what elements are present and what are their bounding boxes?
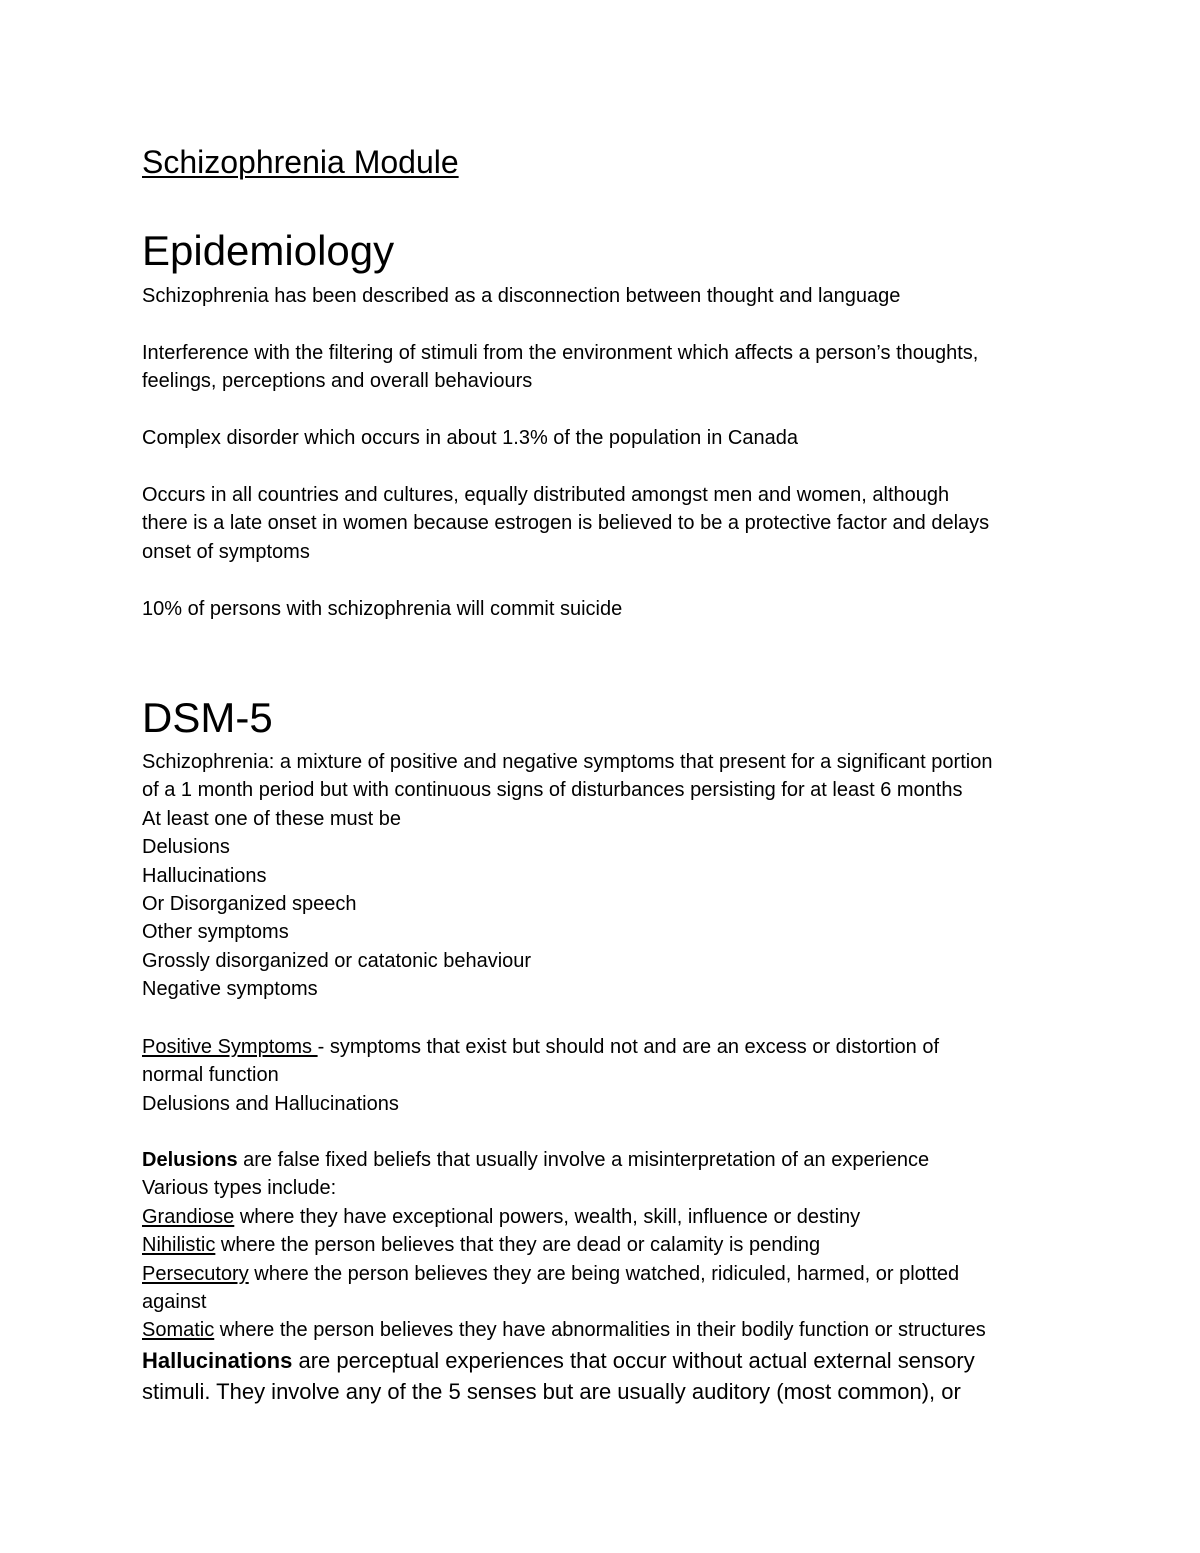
text-line: Schizophrenia has been described as a disconnection between thought and language: [142, 285, 901, 307]
delusions-paragraph: [142, 1146, 1072, 1345]
delusions-term: Delusions: [142, 1149, 238, 1171]
epidemiology-paragraph-1: [142, 282, 1072, 310]
delusion-type-description: where the person believes they have abnormalities in their bodily function or structures: [214, 1319, 986, 1342]
hallucinations-term: Hallucinations: [142, 1348, 293, 1373]
delusion-type-item: [142, 1260, 1072, 1288]
positive-symptoms-description: - symptoms that exist but should not and are an excess or distortion of: [317, 1036, 940, 1058]
delusion-type-item: [142, 1316, 1072, 1344]
text-line: Schizophrenia: a mixture of positive and negative symptoms that present for a significant portion: [142, 751, 993, 773]
delusion-type-term: Persecutory: [142, 1262, 249, 1285]
text-line: of a 1 month period but with continuous signs of disturbances persisting for at least 6 months: [142, 779, 963, 802]
dsm5-definition: [142, 748, 1072, 1004]
delusion-type-description: where they have exceptional powers, wealth, skill, influence or destiny: [234, 1205, 861, 1228]
delusions-description: are false fixed beliefs that usually involve a misinterpretation of an experience: [237, 1149, 930, 1171]
text-line: there is a late onset in women because estrogen is believed to be a protective factor and delays: [142, 512, 990, 535]
delusion-type-description: where the person believes they are being watched, ridiculed, harmed, or plotted: [248, 1262, 960, 1285]
text-line: onset of symptoms: [142, 540, 310, 563]
list-item: Other symptoms: [142, 921, 289, 944]
text-line: Complex disorder which occurs in about 1.3% of the population in Canada: [142, 427, 798, 449]
delusion-type-item: [142, 1203, 1072, 1231]
positive-symptoms-paragraph: [142, 1033, 1072, 1118]
epidemiology-paragraph-2: [142, 339, 1072, 396]
text-line: Delusions and Hallucinations: [142, 1092, 399, 1115]
epidemiology-paragraph-3: [142, 424, 1072, 452]
list-item: Or Disorganized speech: [142, 892, 357, 915]
text-line: [142, 1346, 1072, 1377]
dsm5-heading: DSM-5: [142, 694, 273, 741]
text-line: stimuli. They involve any of the 5 senses but are usually auditory (most common), or: [142, 1378, 961, 1404]
list-item: Grossly disorganized or catatonic behaviour: [142, 949, 532, 972]
list-item: Delusions: [142, 836, 230, 859]
document-title: Schizophrenia Module: [142, 144, 459, 180]
list-item: Negative symptoms: [142, 978, 318, 1001]
text-line: normal function: [142, 1064, 279, 1087]
positive-symptoms-term: Positive Symptoms: [142, 1036, 318, 1058]
delusion-type-term: Grandiose: [142, 1205, 235, 1228]
hallucinations-description: are perceptual experiences that occur without actual external sensory: [292, 1348, 975, 1373]
text-line: Various types include:: [142, 1177, 337, 1200]
text-line: Interference with the filtering of stimuli from the environment which affects a person’s thoughts,: [142, 342, 979, 364]
epidemiology-heading: Epidemiology: [142, 227, 395, 274]
delusion-type-term: Somatic: [142, 1319, 215, 1342]
epidemiology-paragraph-5: [142, 595, 1072, 623]
epidemiology-paragraph-4: [142, 481, 1072, 566]
list-item: Hallucinations: [142, 864, 267, 887]
text-line: Occurs in all countries and cultures, equally distributed amongst men and women, although: [142, 484, 950, 506]
text-line: feelings, perceptions and overall behaviours: [142, 370, 533, 393]
delusion-type-item: [142, 1231, 1072, 1259]
delusion-type-description: where the person believes that they are dead or calamity is pending: [215, 1234, 821, 1257]
list-item: At least one of these must be: [142, 807, 402, 830]
text-line: [142, 1146, 1072, 1174]
text-line: against: [142, 1290, 207, 1313]
text-line: 10% of persons with schizophrenia will commit suicide: [142, 598, 623, 620]
delusion-type-term: Nihilistic: [142, 1234, 216, 1257]
text-line: [142, 1033, 1072, 1061]
hallucinations-paragraph: [142, 1346, 1072, 1407]
